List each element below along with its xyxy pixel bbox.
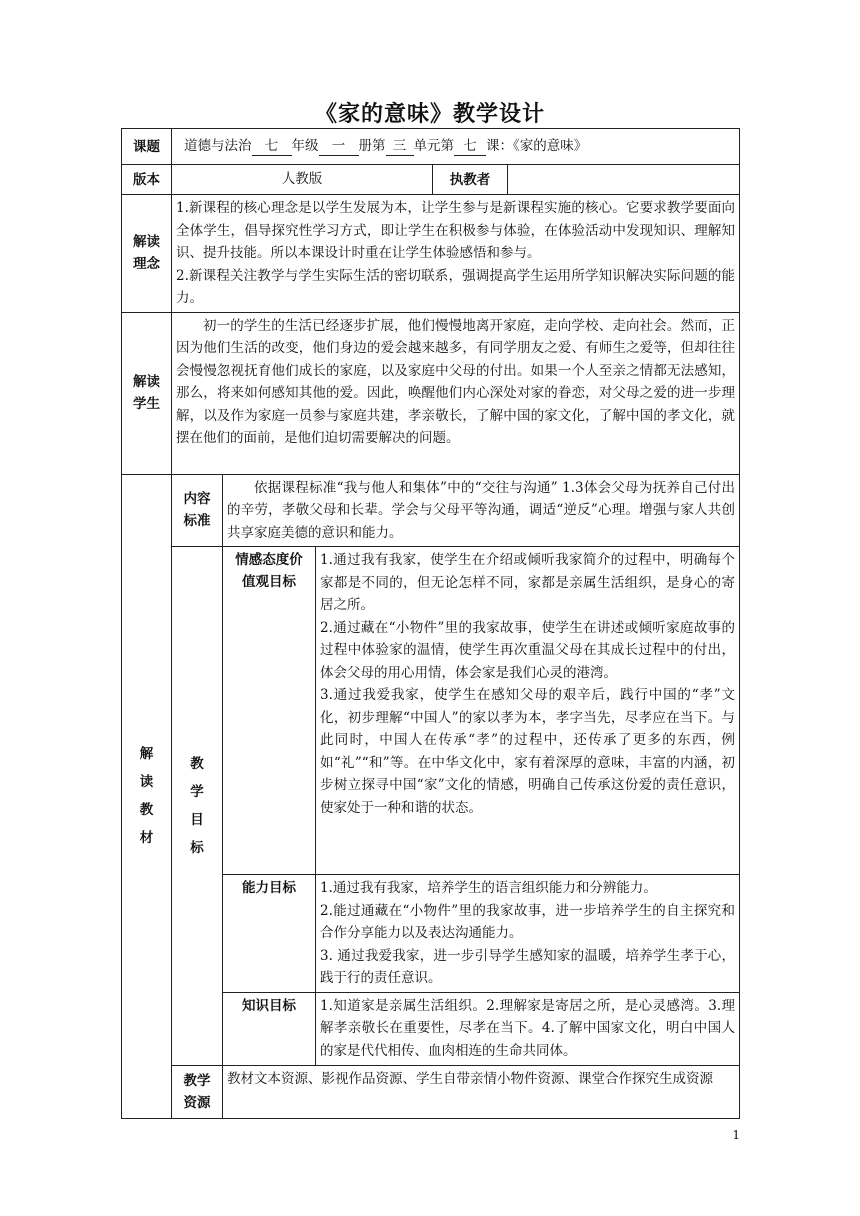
course-row	[122, 129, 740, 165]
ability-goal-content	[316, 875, 740, 993]
course-label: 课题	[122, 129, 172, 165]
students-content: 初一的学生的生活已经逐步扩展，他们慢慢地离开家庭，走向学校、走向社会。然而，正因为他们生活的改变，他们身边的爱会越来越多，有同学朋友之爱、有师生之爱等，但却往往会慢慢忽视抚育他们成长的家庭，以及家庭中父母的付出。如果一个人至亲之情都无法感知，那么，将来如何感知其他的爱。因此，唤醒他们内心深处对家的眷恋，对父母之爱的进一步理解，以及作为家庭一员参与家庭共建，孝亲敬长，了解中国的家文化，了解中国的孝文化，就摆在他们的面前，是他们迫切需要解决的问题。	[172, 312, 740, 474]
content-standard-label: 内容标准	[172, 474, 223, 547]
concept-label: 解读理念	[122, 195, 172, 313]
emotion-goal-label: 情感态度价值观目标	[223, 547, 316, 875]
goal-item: 3.通过我爱我家，使学生在感知父母的艰辛后，践行中国的“孝”文化，初步理解“中国人”的家以孝为本，孝字当先，尽孝应在当下。与此同时，中国人在传承“孝”的过程中，还传承了更多的东西，例如“礼”“和”等。在中华文化中，家有着深厚的意味，丰富的内涵，初步树立探寻中国“家”文化的情感，明确自己传承这份爱的责任意识，使家处于一种和谐的状态。	[320, 687, 736, 816]
goals-label: 教 学 目 标	[172, 547, 223, 1066]
document-title: 《家的意味》教学设计	[314, 101, 545, 127]
emotion-goal-content	[316, 547, 740, 875]
content-standard-text: 依据课程标准“我与他人和集体”中的“交往与沟通” 1.3体会父母为抚养自己付出的辛劳，孝敬父母和长辈。学会与父母平等沟通，调适“逆反”心理。增强与家人共创共享家庭美德的意识和能力。	[223, 474, 740, 547]
students-label: 解读学生	[122, 312, 172, 474]
course-lesson-suffix: 课：《家的意味》	[486, 138, 588, 155]
knowledge-goal-label: 知识目标	[223, 992, 316, 1065]
goal-item: 2.通过藏在“小物件”里的我家故事，使学生在讲述或倾听家庭故事的过程中体验家的温情，使学生再次重温父母在其成长过程中的付出，体会父母的用心用情，体会家是我们心灵的港湾。	[320, 619, 736, 681]
course-grade-suffix: 年级	[291, 138, 319, 155]
concept-row	[122, 195, 740, 313]
content-standard-row	[122, 474, 740, 547]
course-subject: 道德与法治	[184, 138, 252, 155]
edition-value: 人教版	[172, 165, 433, 195]
resources-text: 教材文本资源、影视作品资源、学生自带亲情小物件资源、课堂合作探究生成资源	[223, 1065, 740, 1118]
materials-label: 解 读 教 材	[122, 474, 172, 1118]
edition-row	[122, 165, 740, 195]
lesson-plan-table	[121, 128, 740, 1119]
ability-goal-label: 能力目标	[223, 875, 316, 993]
course-grade: 七	[252, 137, 292, 156]
students-row	[122, 312, 740, 474]
resources-row	[122, 1065, 740, 1118]
emotion-goal-row	[122, 547, 740, 875]
course-volume: 一	[319, 137, 359, 156]
knowledge-goal-content: 1.知道家是亲属生活组织。2.理解家是寄居之所，是心灵感湾。3.理解孝亲敬长在重要性，尽孝在当下。4.了解中国家文化，明白中国人的家是代代相传、血肉相连的生命共同体。	[316, 992, 740, 1065]
course-unit: 三	[386, 137, 414, 156]
goal-item: 1.通过我有我家，培养学生的语言组织能力和分辨能力。	[320, 880, 657, 896]
course-unit-suffix: 单元第	[413, 138, 454, 155]
goal-item: 3. 通过我爱我家，进一步引导学生感知家的温暖，培养学生孝于心，践于行的责任意识。	[320, 947, 736, 986]
teacher-value	[508, 165, 740, 195]
course-volume-suffix: 册第	[358, 138, 386, 155]
concept-paragraph: 2.新课程关注教学与学生实际生活的密切联系，强调提高学生运用所学知识解决实际问题的能力。	[176, 267, 736, 306]
resources-label: 教学资源	[172, 1065, 223, 1118]
course-lesson: 七	[454, 137, 486, 156]
page-number: 1	[732, 1128, 740, 1142]
edition-label: 版本	[122, 165, 172, 195]
concept-paragraph: 1.新课程的核心理念是以学生发展为本，让学生参与是新课程实施的核心。它要求教学要面向全体学生，倡导探究性学习方式，即让学生在积极参与体验，在体验活动中发现知识、理解知识、提升技能。所以本课设计时重在让学生体验感悟和参与。	[176, 200, 736, 261]
goal-item: 2.能过通藏在“小物件”里的我家故事，进一步培养学生的自主探究和合作分享能力以及表达沟通能力。	[320, 902, 736, 941]
goal-item: 1.通过我有我家，使学生在介绍或倾听我家简介的过程中，明确每个家都是不同的，但无论怎样不同，家都是亲属生活组织，是身心的寄居之所。	[320, 552, 736, 613]
concept-content	[172, 195, 740, 313]
course-value	[172, 129, 740, 165]
teacher-label: 执教者	[433, 165, 508, 195]
